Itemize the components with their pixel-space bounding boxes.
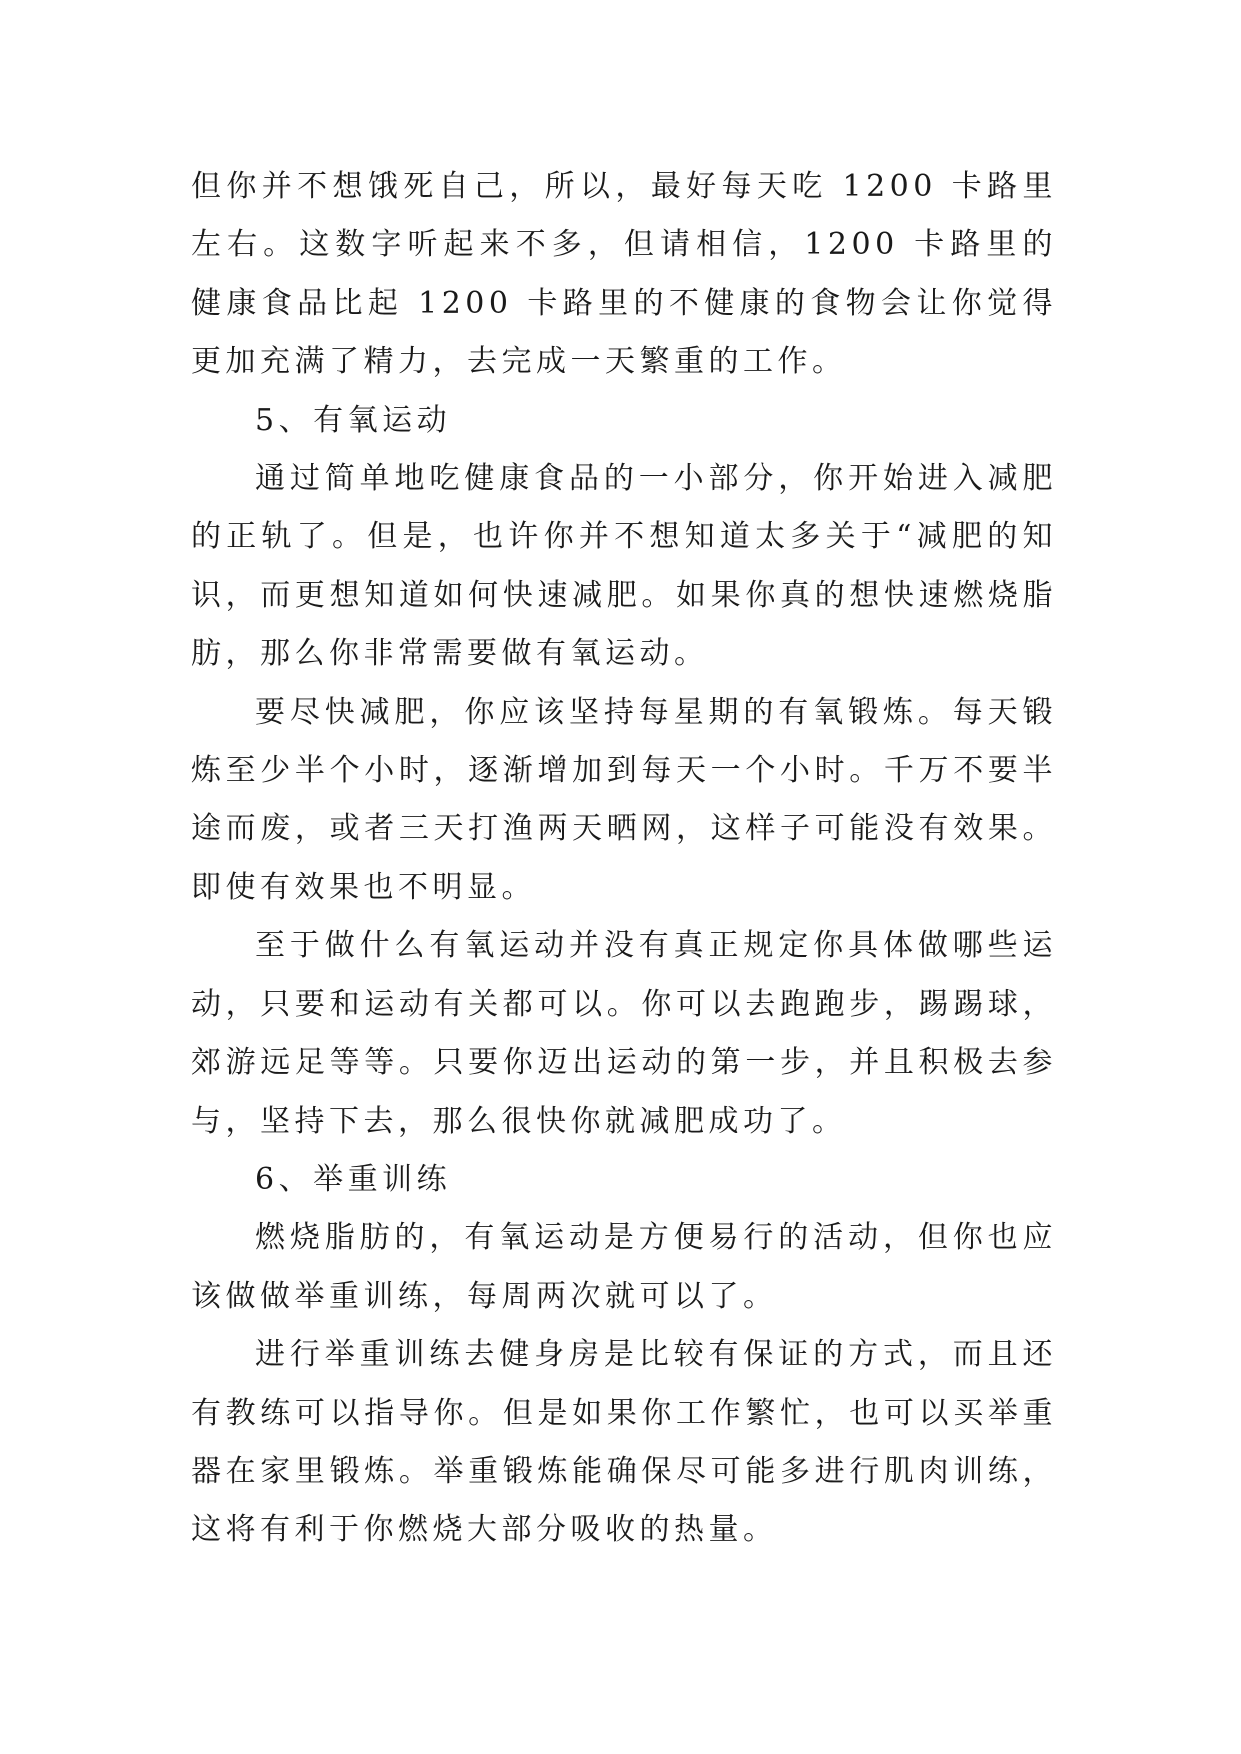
- paragraph: 进行举重训练去健身房是比较有保证的方式，而且还有教练可以指导你。但是如果你工作繁忙，也可以买举重器在家里锻炼。举重锻炼能确保尽可能多进行肌肉训练，这将有利于你燃烧大部分吸收的热量。: [191, 1337, 1057, 1548]
- document-page: [191, 158, 1057, 1560]
- paragraph: 通过简单地吃健康食品的一小部分，你开始进入减肥的正轨了。但是，也许你并不想知道太多关于“减肥的知识，而更想知道如何快速减肥。如果你真的想快速燃烧脂肪，那么你非常需要做有氧运动。: [191, 461, 1057, 672]
- paragraph: 但你并不想饿死自己，所以，最好每天吃 1200 卡路里左右。这数字听起来不多，但请相信，1200 卡路里的健康食品比起 1200 卡路里的不健康的食物会让你觉得更加充满了精力，去完成一天繁重的工作。: [191, 169, 1057, 380]
- section-heading: 6、举重训练: [255, 1161, 452, 1197]
- paragraph: 至于做什么有氧运动并没有真正规定你具体做哪些运动，只要和运动有关都可以。你可以去跑跑步，踢踢球，郊游远足等等。只要你迈出运动的第一步，并且积极去参与，坚持下去，那么很快你就减肥成功了。: [191, 928, 1057, 1139]
- paragraph: 要尽快减肥，你应该坚持每星期的有氧锻炼。每天锻炼至少半个小时，逐渐增加到每天一个小时。千万不要半途而废，或者三天打渔两天晒网，这样子可能没有效果。即使有效果也不明显。: [191, 694, 1057, 905]
- paragraph: 燃烧脂肪的，有氧运动是方便易行的活动，但你也应该做做举重训练，每周两次就可以了。: [191, 1220, 1057, 1314]
- section-heading: 5、有氧运动: [255, 402, 452, 438]
